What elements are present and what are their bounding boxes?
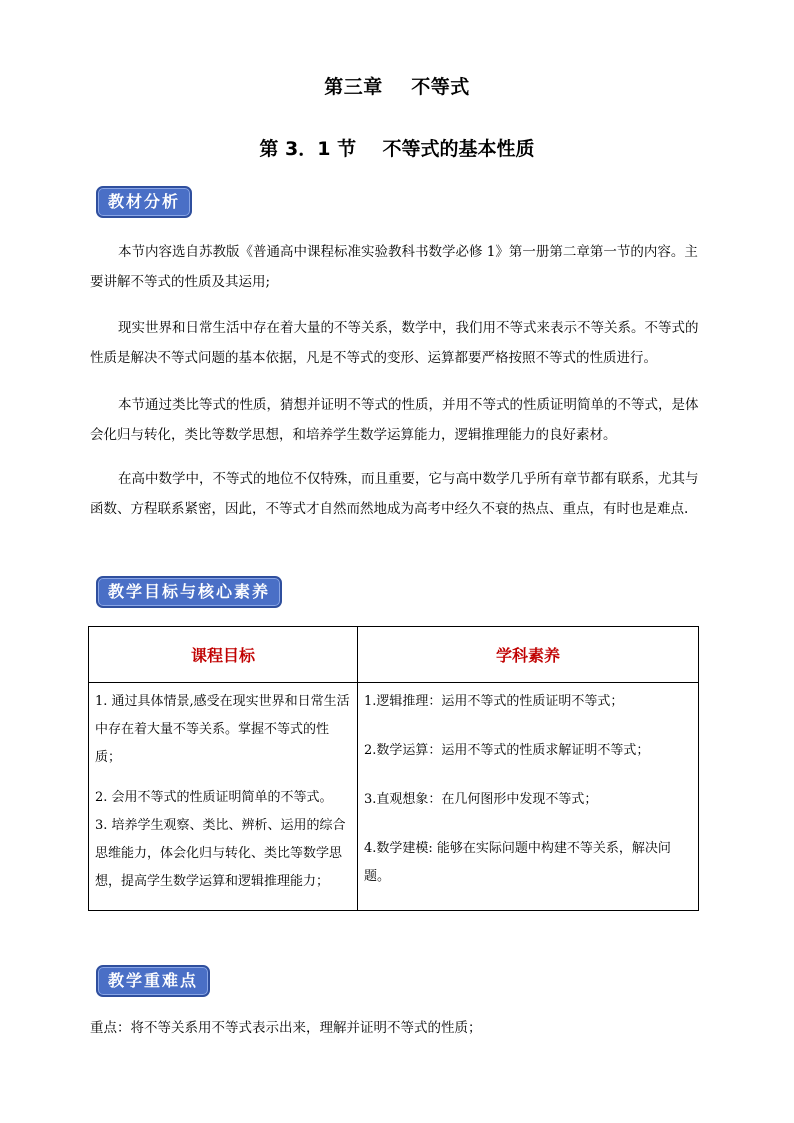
- goals-table-header-row: [89, 627, 699, 683]
- textbook-analysis-badge: 教材分析: [96, 186, 192, 218]
- literacy-item: 3.直观想象：在几何图形中发现不等式；: [364, 792, 598, 807]
- course-goals-header: 课程目标: [89, 627, 358, 683]
- literacy-item: 4.数学建模: 能够在实际问题中构建不等关系，解决问题。: [364, 841, 671, 884]
- section-title: 第 3．1 节 不等式的基本性质: [259, 138, 535, 160]
- goals-table-row: [89, 683, 699, 911]
- subject-literacy-header: 学科素养: [358, 627, 699, 683]
- key-difficult-points-badge: 教学重难点: [96, 965, 210, 997]
- subject-literacy-cell: [358, 683, 699, 911]
- literacy-item: 2.数学运算：运用不等式的性质求解证明不等式；: [364, 743, 650, 758]
- course-goal-item: 2. 会用不等式的性质证明简单的不等式。: [95, 790, 333, 805]
- chapter-title: 第三章 不等式: [324, 76, 470, 98]
- goals-literacy-badge: 教学目标与核心素养: [96, 576, 282, 608]
- analysis-paragraph-3: 本节通过类比等式的性质，猜想并证明不等式的性质，并用不等式的性质证明简单的不等式，是体会化归与转化，类比等数学思想，和培养学生数学运算能力，逻辑推理能力的良好素材。: [90, 397, 699, 443]
- goals-table: [88, 626, 699, 911]
- key-point-text: 重点：将不等关系用不等式表示出来，理解并证明不等式的性质；: [90, 1020, 482, 1036]
- course-goals-cell: [89, 683, 358, 911]
- analysis-paragraph-2: 现实世界和日常生活中存在着大量的不等关系，数学中，我们用不等式来表示不等关系。不等式的性质是解决不等式问题的基本依据，凡是不等式的变形、运算都要严格按照不等式的性质进行。: [90, 320, 699, 366]
- analysis-paragraph-1: 本节内容选自苏教版《普通高中课程标准实验教科书数学必修 1》第一册第二章第一节的内容。主要讲解不等式的性质及其运用;: [90, 244, 698, 290]
- course-goal-item: 1. 通过具体情景,感受在现实世界和日常生活中存在着大量不等关系。掌握不等式的性质；: [95, 694, 350, 765]
- literacy-item: 1.逻辑推理：运用不等式的性质证明不等式；: [364, 694, 624, 709]
- course-goal-item: 3. 培养学生观察、类比、辨析、运用的综合思维能力，体会化归与转化、类比等数学思想，提高学生数学运算和逻辑推理能力；: [95, 818, 346, 889]
- analysis-paragraph-4: 在高中数学中，不等式的地位不仅特殊，而且重要，它与高中数学几乎所有章节都有联系，尤其与函数、方程联系紧密，因此，不等式才自然而然地成为高考中经久不衰的热点、重点，有时也是难点.: [90, 471, 699, 517]
